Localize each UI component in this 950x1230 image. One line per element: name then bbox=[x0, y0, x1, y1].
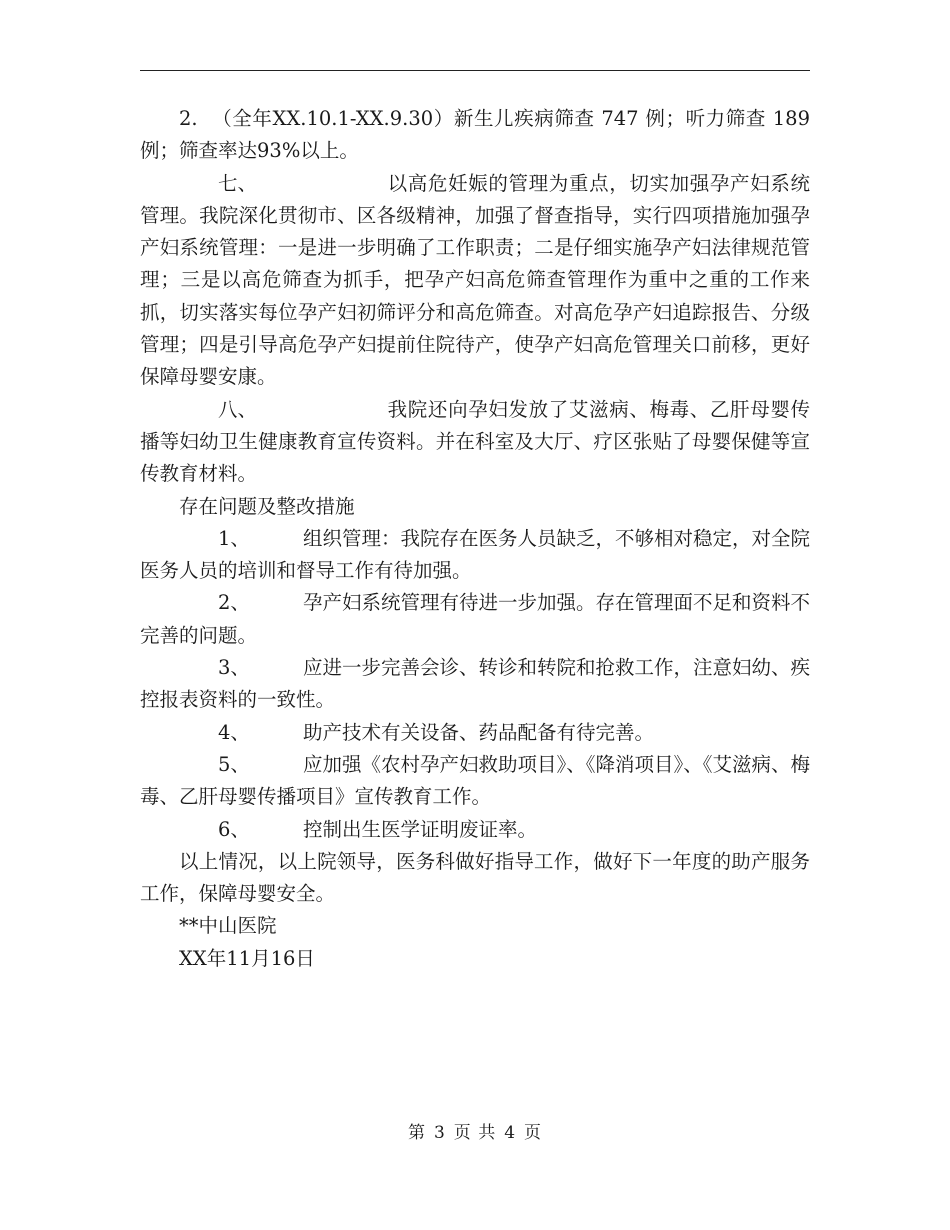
issue-item-3 bbox=[140, 652, 810, 717]
paragraph-number: 2. bbox=[179, 107, 198, 130]
paragraph-text: （全年XX.10.1-XX.9.30）新生儿疾病筛查 747 例；听力筛查 189 例；筛查率达93%以上。 bbox=[140, 107, 810, 163]
issue-item-6 bbox=[140, 814, 810, 846]
paragraph-2 bbox=[140, 103, 810, 168]
issue-text: 应加强《农村孕产妇救助项目》、《降消项目》、《艾滋病、梅毒、乙肝母婴传播项目》宣传教育工作。 bbox=[140, 752, 811, 809]
paragraph-number: 八、 bbox=[218, 397, 258, 421]
footer-prefix: 第 bbox=[407, 1123, 426, 1143]
closing-paragraph: 以上情况，以上院领导，医务科做好指导工作，做好下一年度的助产服务工作，保障母婴安全。 bbox=[140, 849, 810, 906]
issue-number: 5、 bbox=[218, 752, 250, 776]
issue-text: 助产技术有关设备、药品配备有待完善。 bbox=[303, 720, 655, 744]
paragraph-8 bbox=[140, 394, 810, 491]
issue-text: 孕产妇系统管理有待进一步加强。存在管理面不足和资料不完善的问题。 bbox=[140, 591, 811, 647]
paragraph-text: 以高危妊娠的管理为重点，切实加强孕产妇系统管理。我院深化贯彻市、区各级精神，加强了督查指导，实行四项措施加强孕产妇系统管理：一是进一步明确了工作职责；二是仔细实施孕产妇法律规范管理；三是以高危筛查为抓手，把孕产妇高危筛查管理作为重中之重的工作来抓，切实落实每位孕产妇初筛评分和高危筛查。对高危孕产妇追踪报告、分级管理；四是引导高危孕产妇提前住院待产，使孕产妇高危管理关口前移，更好保障母婴安康。 bbox=[140, 171, 810, 389]
issue-item-4 bbox=[140, 717, 810, 749]
date-line: XX年11月16日 bbox=[179, 946, 315, 970]
issue-text: 组织管理：我院存在医务人员缺乏，不够相对稳定，对全院医务人员的培训和督导工作有待加强。 bbox=[140, 526, 811, 583]
footer-middle: 页 共 bbox=[453, 1123, 497, 1143]
issue-number: 3、 bbox=[218, 656, 250, 680]
issue-text: 控制出生医学证明废证率。 bbox=[303, 817, 538, 841]
page-footer bbox=[0, 1118, 950, 1143]
issue-item-1 bbox=[140, 523, 810, 588]
paragraph-number: 七、 bbox=[218, 171, 258, 195]
document-body bbox=[140, 103, 810, 975]
header-rule bbox=[140, 70, 810, 71]
issue-item-2 bbox=[140, 587, 810, 652]
section-heading: 存在问题及整改措施 bbox=[179, 494, 355, 518]
issue-number: 2、 bbox=[218, 591, 250, 615]
paragraph-text: 我院还向孕妇发放了艾滋病、梅毒、乙肝母婴传播等妇幼卫生健康教育宣传资料。并在科室及大厅、疗区张贴了母婴保健等宣传教育材料。 bbox=[140, 397, 810, 486]
issue-number: 4、 bbox=[218, 720, 250, 744]
issue-number: 1、 bbox=[218, 526, 250, 550]
issue-text: 应进一步完善会诊、转诊和转院和抢救工作，注意妇幼、疾控报表资料的一致性。 bbox=[140, 656, 811, 712]
footer-total-pages: 4 bbox=[504, 1123, 517, 1143]
footer-page-number: 3 bbox=[433, 1123, 446, 1143]
signature: **中山医院 bbox=[179, 914, 277, 938]
paragraph-7 bbox=[140, 168, 810, 394]
issue-number: 6、 bbox=[218, 817, 250, 841]
issue-item-5 bbox=[140, 749, 810, 814]
footer-suffix: 页 bbox=[524, 1123, 543, 1143]
